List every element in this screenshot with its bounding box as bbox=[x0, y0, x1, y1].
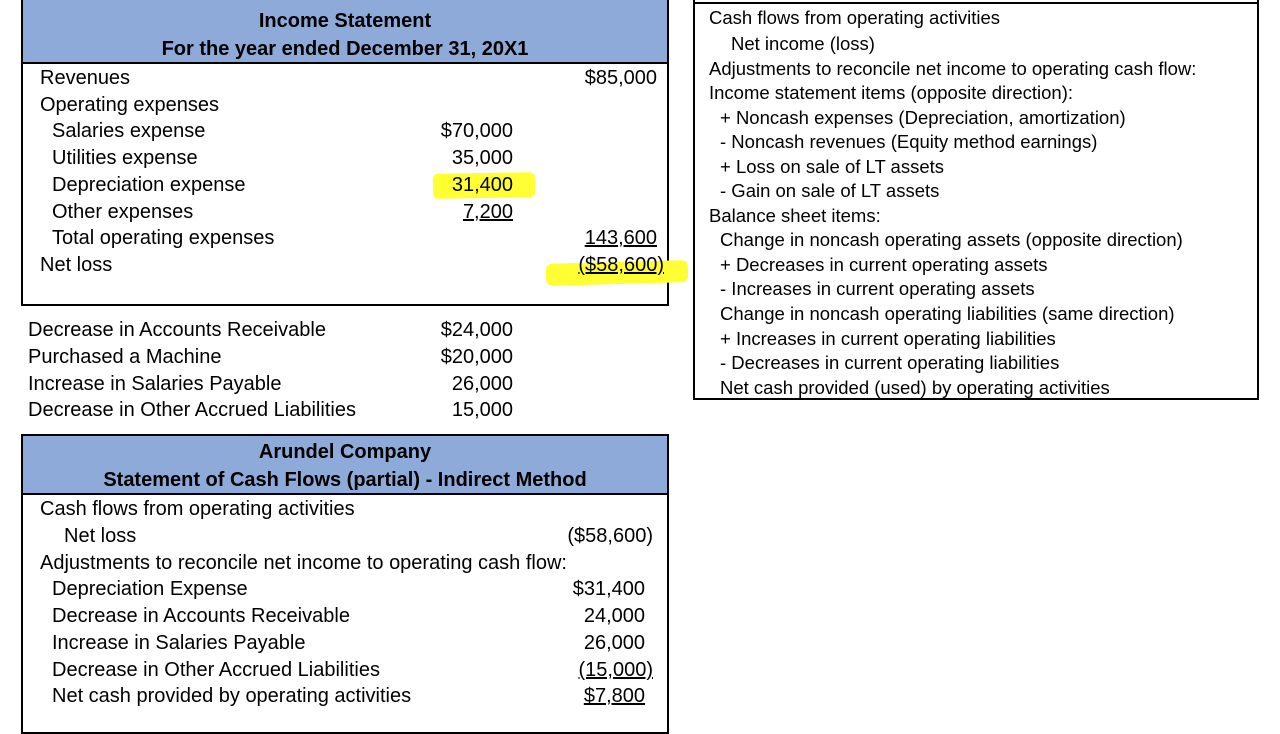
expense-value: $70,000 bbox=[440, 120, 513, 142]
total-opex-value: 143,600 bbox=[584, 227, 657, 249]
reference-line: - Gain on sale of LT assets bbox=[720, 180, 940, 201]
change-value: $24,000 bbox=[440, 319, 513, 341]
adjustment-value: $31,400 bbox=[572, 578, 645, 600]
adjustment-value: 24,000 bbox=[583, 605, 645, 627]
change-value: 26,000 bbox=[451, 373, 513, 395]
adjustment-label: Increase in Salaries Payable bbox=[52, 632, 306, 654]
company-name: Arundel Company bbox=[258, 441, 432, 463]
net-cash-label: Net cash provided by operating activities bbox=[52, 685, 412, 707]
change-label: Purchased a Machine bbox=[28, 346, 222, 368]
reference-line: + Loss on sale of LT assets bbox=[720, 156, 945, 177]
revenues-label: Revenues bbox=[40, 67, 131, 89]
expense-value: 35,000 bbox=[451, 147, 513, 169]
reference-line: - Decreases in current operating liabilities bbox=[720, 352, 1060, 373]
adjustment-label: Decrease in Accounts Receivable bbox=[52, 605, 350, 627]
reference-line: Income statement items (opposite direction): bbox=[709, 82, 1073, 103]
change-value: $20,000 bbox=[440, 346, 513, 368]
change-label: Decrease in Accounts Receivable bbox=[28, 319, 326, 341]
change-value: 15,000 bbox=[451, 399, 513, 421]
adjustment-label: Decrease in Other Accrued Liabilities bbox=[52, 659, 380, 681]
adjustment-value: 26,000 bbox=[583, 632, 645, 654]
income-statement-period: For the year ended December 31, 20X1 bbox=[161, 38, 529, 60]
net-cash-value: $7,800 bbox=[583, 685, 645, 707]
expense-label: Salaries expense bbox=[52, 120, 206, 142]
reference-line: - Noncash revenues (Equity method earnings) bbox=[720, 131, 1098, 152]
total-opex-label: Total operating expenses bbox=[52, 227, 275, 249]
reference-line: Change in noncash operating liabilities (same direction) bbox=[720, 303, 1175, 324]
change-label: Decrease in Other Accrued Liabilities bbox=[28, 399, 356, 421]
reference-line: + Decreases in current operating assets bbox=[720, 254, 1048, 275]
reference-line: Cash flows from operating activities bbox=[709, 7, 1000, 28]
expense-label: Utilities expense bbox=[52, 147, 198, 169]
income-statement-title: Income Statement bbox=[258, 10, 432, 32]
adjustment-label: Depreciation Expense bbox=[52, 578, 248, 600]
reference-top-rule bbox=[693, 2, 1259, 4]
reference-line: Change in noncash operating assets (opposite direction) bbox=[720, 229, 1183, 250]
expense-value: 31,400 bbox=[451, 174, 513, 196]
reference-line: Adjustments to reconcile net income to operating cash flow: bbox=[709, 58, 1197, 79]
cf-net-loss-label: Net loss bbox=[64, 525, 137, 547]
operating-expenses-label: Operating expenses bbox=[40, 94, 220, 116]
net-loss-value: ($58,600) bbox=[578, 254, 664, 276]
operating-section-label: Cash flows from operating activities bbox=[40, 498, 355, 520]
expense-value: 7,200 bbox=[462, 201, 513, 223]
cf-net-loss-value: ($58,600) bbox=[567, 525, 653, 547]
reference-line: - Increases in current operating assets bbox=[720, 278, 1035, 299]
reference-line: Balance sheet items: bbox=[709, 205, 881, 226]
cash-flow-title: Statement of Cash Flows (partial) - Indirect Method bbox=[103, 469, 587, 491]
adjustment-value: (15,000) bbox=[578, 659, 653, 681]
reference-line: + Increases in current operating liabilities bbox=[720, 328, 1056, 349]
expense-label: Other expenses bbox=[52, 201, 194, 223]
revenues-value: $85,000 bbox=[584, 67, 657, 89]
adjustments-label: Adjustments to reconcile net income to operating cash flow: bbox=[40, 552, 567, 574]
reference-line: Net income (loss) bbox=[731, 33, 875, 54]
reference-line: Net cash provided (used) by operating activities bbox=[720, 377, 1110, 398]
reference-line: + Noncash expenses (Depreciation, amortization) bbox=[720, 107, 1126, 128]
net-loss-label: Net loss bbox=[40, 254, 113, 276]
expense-label: Depreciation expense bbox=[52, 174, 246, 196]
change-label: Increase in Salaries Payable bbox=[28, 373, 282, 395]
